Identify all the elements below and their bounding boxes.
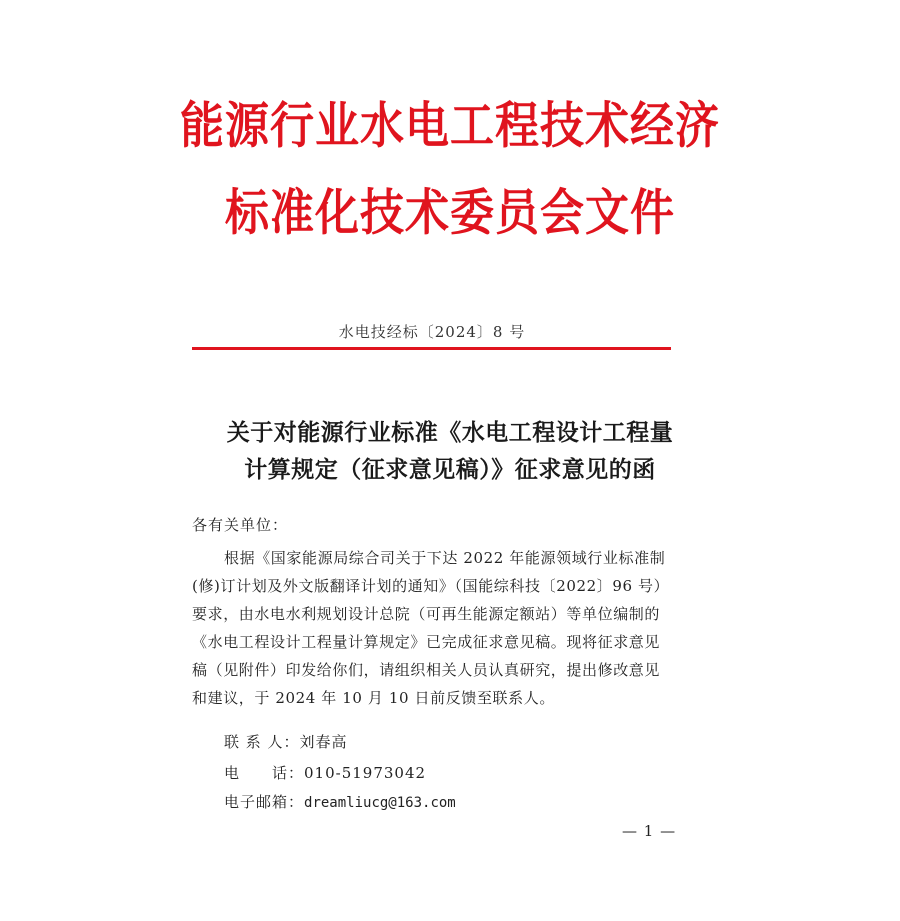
red-divider-line [192, 347, 671, 350]
contact-phone [224, 766, 426, 781]
body-text-line: 要求，由水电水利规划设计总院（可再生能源定额站）等单位编制的 [192, 605, 661, 623]
contact-phone-label: 电 话： [224, 764, 305, 782]
body-text-line: 稿（见附件）印发给你们，请组织相关人员认真研究，提出修改意见 [192, 661, 661, 679]
body-text-line: (修)订计划及外文版翻译计划的通知》（国能综科技〔2022〕96 号） [192, 577, 670, 595]
contact-person [224, 735, 348, 750]
contact-email-label: 电子邮箱： [224, 793, 305, 811]
body-text-line: 根据《国家能源局综合司关于下达 2022 年能源领域行业标准制 [224, 549, 666, 567]
masthead-line-1: 能源行业水电工程技术经济 [180, 97, 720, 155]
document-title-line-1: 关于对能源行业标准《水电工程设计工程量 [226, 419, 674, 446]
contact-phone-value: 010-51973042 [304, 764, 427, 782]
masthead-line-2: 标准化技术委员会文件 [225, 184, 675, 242]
contact-email [224, 795, 456, 810]
page-number: — 1 — [622, 822, 677, 840]
document-title-line-2: 计算规定（征求意见稿）》征求意见的函 [244, 456, 656, 483]
body-text-line: 和建议，于 2024 年 10 月 10 日前反馈至联系人。 [192, 689, 555, 707]
contact-person-value: 刘春高 [299, 733, 348, 751]
contact-person-label: 联 系 人： [224, 733, 300, 751]
contact-email-value: dreamliucg@163.com [304, 795, 456, 811]
document-number: 水电技经标〔2024〕8 号 [338, 323, 526, 341]
salutation: 各有关单位： [192, 516, 289, 534]
body-text-line: 《水电工程设计工程量计算规定》已完成征求意见稿。现将征求意见 [192, 633, 661, 651]
